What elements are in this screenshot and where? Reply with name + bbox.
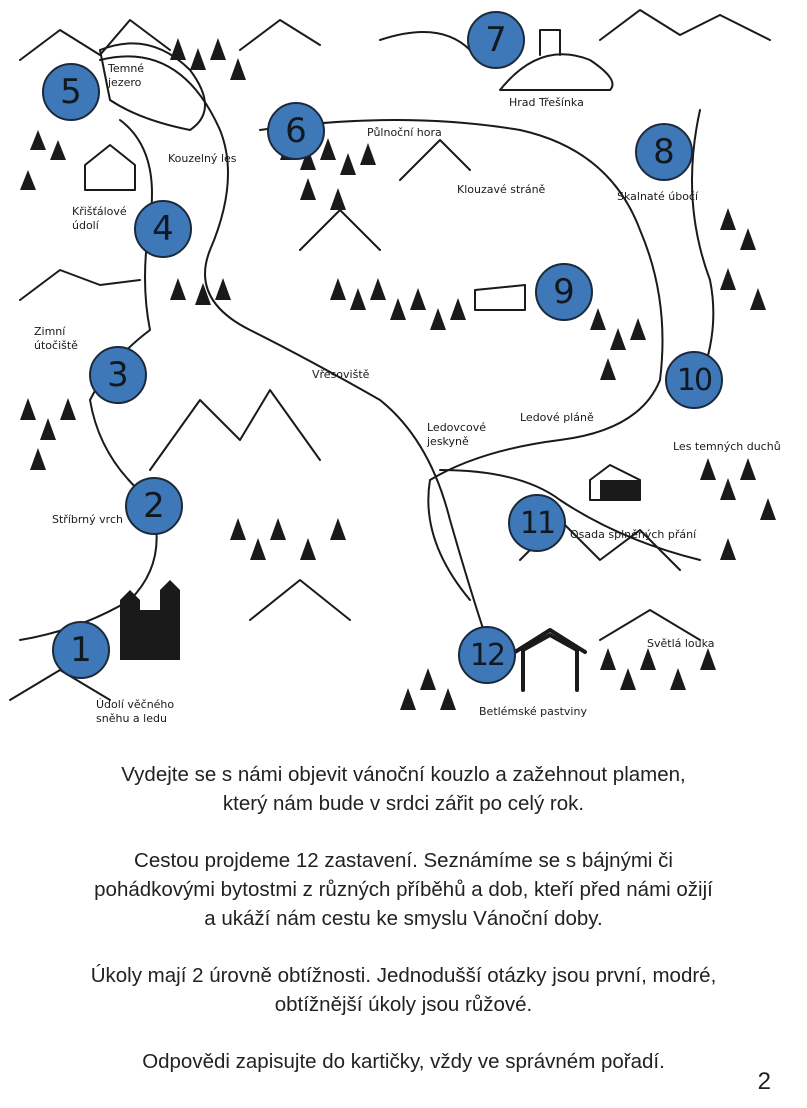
label-pulnocni-hora: Půlnoční hora — [367, 126, 442, 139]
label-udoli-vecneho-snehu: Údolí věčného sněhu a ledu — [96, 698, 175, 725]
paragraph-1: Vydejte se s námi objevit vánoční kouzlo a zažehnout plamen, který nám bude v srdci zářit po celý rok. — [121, 763, 686, 815]
intro-text — [0, 760, 807, 1104]
paragraph-2: Cestou projdeme 12 zastavení. Seznámíme se s bájnými či pohádkovými bytostmi z různých příběhů a dob, kteří před námi ožijí a ukáží nám cestu ke smyslu Vánoční doby. — [94, 849, 713, 930]
stop-marker-7: 7 — [467, 11, 525, 69]
paragraph-4: Odpovědi zapisujte do kartičky, vždy ve správném pořadí. — [142, 1050, 665, 1073]
stop-marker-10: 10 — [665, 351, 723, 409]
stop-marker-5: 5 — [42, 63, 100, 121]
stop-marker-11: 11 — [508, 494, 566, 552]
label-klouzave-strane: Klouzavé stráně — [457, 183, 546, 196]
label-vresoviste: Vřesoviště — [312, 368, 370, 381]
stop-marker-2: 2 — [125, 477, 183, 535]
label-ledove-plane: Ledové pláně — [520, 411, 594, 424]
label-hrad-tresinka: Hrad Třešínka — [509, 96, 584, 109]
label-skalnate-ubocí: Skalnaté úbočí — [617, 190, 699, 203]
paragraph-3: Úkoly mají 2 úrovně obtížnosti. Jednodušší otázky jsou první, modré, obtížnější úkoly jsou růžové. — [90, 964, 717, 1016]
label-kristalove-udoli: Křišťálové údolí — [72, 205, 127, 232]
label-svetla-louka: Světlá louka — [647, 637, 715, 650]
page-number: 2 — [757, 1068, 771, 1095]
stop-marker-1: 1 — [52, 621, 110, 679]
stop-marker-9: 9 — [535, 263, 593, 321]
stop-marker-8: 8 — [635, 123, 693, 181]
label-betlemske-pastviny: Betlémské pastviny — [479, 705, 587, 718]
label-kouzelny-les: Kouzelný les — [168, 152, 237, 165]
label-les-temnych-duchu: Les temných duchů — [673, 440, 781, 453]
label-temne-jezero: Temné jezero — [108, 62, 145, 89]
label-osada-splnenych-prani: Osada splněných přání — [570, 528, 697, 541]
label-stribrny-vrch: Stříbrný vrch — [52, 513, 123, 526]
label-zimni-utociste: Zimní útočiště — [34, 325, 78, 352]
stop-marker-12: 12 — [458, 626, 516, 684]
stop-marker-6: 6 — [267, 102, 325, 160]
label-ledovcove-jeskyne: Ledovcové jeskyně — [427, 421, 486, 448]
stop-marker-3: 3 — [89, 346, 147, 404]
stop-marker-4: 4 — [134, 200, 192, 258]
